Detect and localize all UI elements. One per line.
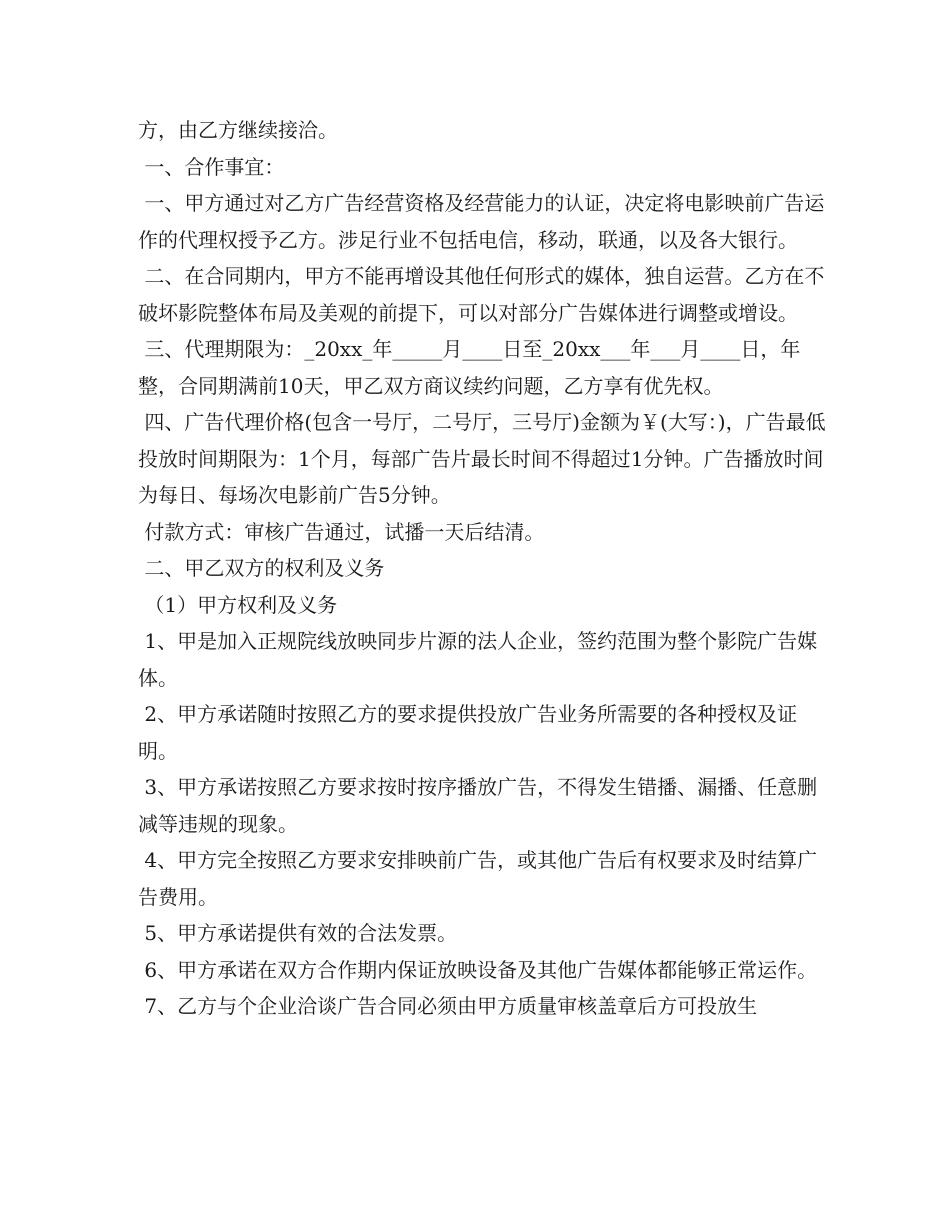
paragraph-1: 方，由乙方继续接洽。 (138, 118, 338, 142)
document-body (138, 112, 828, 1025)
party-a-item-5: 5、甲方承诺提供有效的合法发票。 (138, 921, 458, 945)
party-a-item-2: 2、甲方承诺随时按照乙方的要求提供投放广告业务所需要的各种授权及证明。 (138, 702, 798, 763)
subheading-party-a: （1）甲方权利及义务 (138, 592, 338, 617)
party-a-item-6: 6、甲方承诺在双方合作期内保证放映设备及其他广告媒体都能够正常运作。 (138, 957, 818, 982)
clause-1: 一、甲方通过对乙方广告经营资格及经营能力的认证，决定将电影映前广告运作的代理权授予乙方。涉足行业不包括电信，移动，联通，以及各大银行。 (138, 191, 825, 252)
party-a-item-7: 7、乙方与个企业洽谈广告合同必须由甲方质量审核盖章后方可投放生 (138, 994, 758, 1018)
party-a-item-3: 3、甲方承诺按照乙方要求按时按序播放广告，不得发生错播、漏播、任意删减等违规的现象。 (138, 775, 818, 836)
party-a-item-1: 1、甲是加入正规院线放映同步片源的法人企业，签约范围为整个影院广告媒体。 (138, 629, 818, 690)
heading-cooperation: 一、合作事宜： (138, 154, 285, 179)
clause-3-term: 三、代理期限为：_20xx_年_____月____日至_20xx___年___月____日，年整，合同期满前10天，甲乙双方商议续约问题，乙方享有优先权。 (138, 337, 801, 398)
party-a-item-4: 4、甲方完全按照乙方要求安排映前广告，或其他广告后有权要求及时结算广告费用。 (138, 848, 818, 909)
clause-2: 二、在合同期内，甲方不能再增设其他任何形式的媒体，独自运营。乙方在不破坏影院整体布局及美观的前提下，可以对部分广告媒体进行调整或增设。 (138, 264, 825, 325)
payment-method: 付款方式：审核广告通过，试播一天后结清。 (138, 519, 545, 544)
heading-rights: 二、甲乙双方的权利及义务 (138, 556, 385, 580)
clause-4-price: 四、广告代理价格(包含一号厅，二号厅，三号厅)金额为￥(大写：)，广告最低投放时间期限为：1个月，每部广告片最长时间不得超过1分钟。广告播放时间为每日、每场次电影前广告5分钟。 (138, 410, 826, 507)
